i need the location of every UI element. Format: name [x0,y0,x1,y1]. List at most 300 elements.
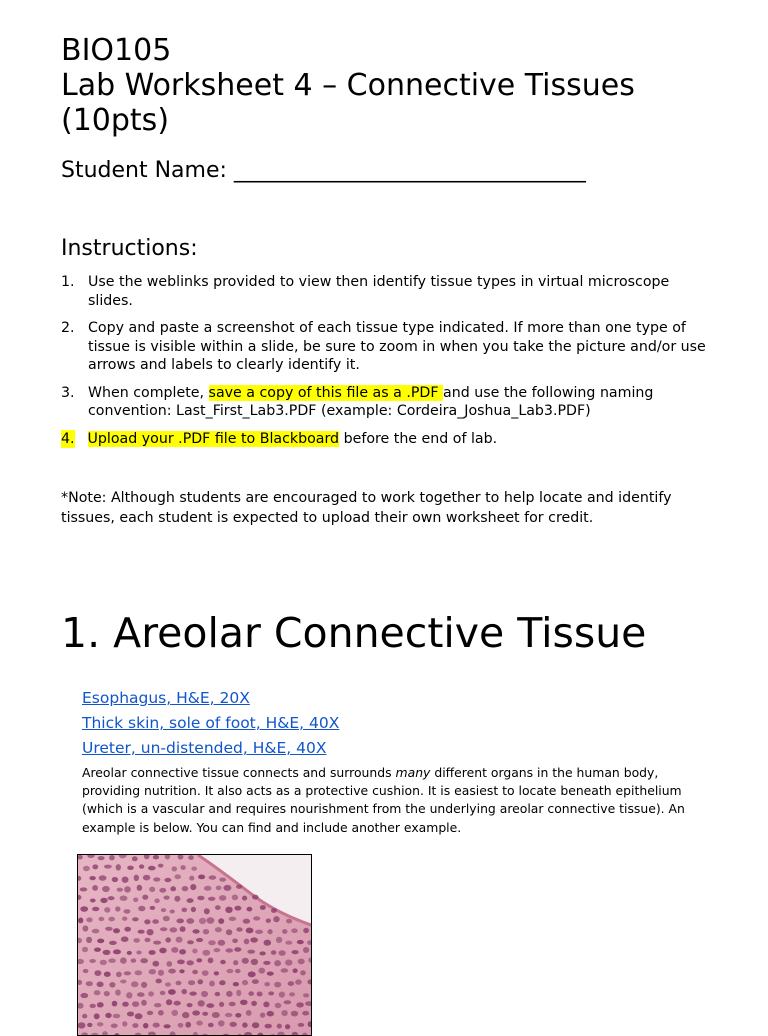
nucleus [242,896,247,901]
nucleus [273,916,279,922]
nucleus [86,917,92,922]
instructions-heading: Instructions: [61,234,198,264]
nucleus [141,1000,147,1006]
nucleus [159,948,166,954]
nucleus [259,968,266,974]
desc-text-part: Areolar connective tissue connects and surrounds [82,765,396,780]
nucleus [288,981,295,986]
instructions-list [61,273,711,457]
nucleus [153,1023,160,1028]
nucleus [137,992,145,997]
nucleus [257,992,263,997]
nucleus [235,969,241,973]
nucleus [163,916,170,922]
nucleus [92,907,99,911]
nucleus [180,926,186,932]
nucleus [143,875,150,881]
instruction-number: 1. [61,273,88,310]
nucleus [260,1013,265,1018]
nucleus [124,971,131,975]
nucleus [220,960,226,964]
nucleus [247,907,253,912]
nucleus [219,895,226,901]
nucleus [164,896,170,900]
nucleus [295,979,302,984]
nucleus [198,979,204,984]
nucleus [122,1002,129,1007]
nucleus [208,897,216,901]
link-esophagus[interactable]: Esophagus, H&E, 20X [82,686,682,711]
nucleus [276,937,283,943]
nucleus [120,980,126,984]
highlighted-text: Upload your .PDF file to Blackboard [88,431,340,447]
nucleus [94,1013,100,1019]
nucleus [158,1010,164,1016]
nucleus [264,982,270,986]
link-ureter[interactable]: Ureter, un-distended, H&E, 40X [82,736,682,761]
nucleus [303,993,309,997]
nucleus [102,886,110,892]
nucleus [124,909,131,914]
nucleus [156,979,162,984]
nucleus [149,950,156,955]
nucleus [286,919,292,924]
nucleus [166,999,172,1005]
nucleus [164,1024,171,1028]
nucleus [219,878,226,882]
nucleus [136,951,141,955]
nucleus [268,929,273,934]
nucleus [153,877,160,881]
nucleus [236,927,242,931]
nucleus [182,908,188,913]
nucleus [253,916,260,920]
nucleus [174,896,180,902]
nucleus [209,981,215,987]
nucleus [303,947,309,953]
nucleus [97,1022,104,1026]
nucleus [138,930,145,934]
nucleus [112,1001,118,1007]
nucleus [154,898,159,903]
nucleus [215,992,221,996]
nucleus [225,1013,233,1017]
nucleus [198,875,205,880]
nucleus [215,905,221,910]
nucleus [264,940,272,946]
nucleus [164,878,171,882]
nucleus [94,970,101,976]
nucleus [192,949,197,954]
nucleus [259,951,265,955]
nucleus [181,989,187,994]
nucleus [232,939,238,944]
nucleus [218,1020,225,1026]
nucleus [80,887,88,891]
nucleus [252,895,259,900]
nucleus [158,864,163,868]
nucleus [199,918,206,924]
nucleus [260,905,266,910]
nucleus [223,885,231,891]
nucleus [185,1022,191,1028]
nucleus [152,961,159,967]
nucleus [141,982,147,988]
nucleus [219,1002,224,1007]
nucleus [247,950,255,954]
nucleus [279,992,285,998]
nucleus [89,876,95,880]
nucleus [89,959,96,963]
nucleus [147,1011,153,1015]
nucleus [124,886,131,892]
nucleus [219,980,225,985]
nucleus [232,895,238,901]
nucleus [182,1012,189,1018]
nucleus [234,947,241,952]
nucleus [120,957,127,963]
nucleus [172,866,178,871]
nucleus [196,1021,203,1026]
instruction-text-part: and use the following naming convention: Last_First_Lab3.PDF (example: Cordeira_Joshua_Lab3.PDF) [88,385,653,420]
nucleus [132,1001,139,1007]
nucleus [103,950,111,955]
nucleus [82,947,88,953]
nucleus [165,937,171,942]
nucleus [153,941,161,945]
nucleus [170,886,176,891]
nucleus [187,940,194,944]
nucleus [208,958,214,964]
nucleus [109,941,117,945]
nucleus [131,958,137,962]
nucleus [158,970,164,976]
nucleus [149,969,156,974]
nucleus [242,958,249,964]
nucleus [160,927,167,931]
nucleus [109,855,115,860]
nucleus [179,969,184,973]
nucleus [122,877,129,883]
nucleus [180,865,185,870]
nucleus [113,949,121,954]
nucleus [176,981,182,986]
nucleus [189,992,196,996]
nucleus [188,855,194,860]
nucleus [78,918,83,924]
nucleus [86,981,93,986]
nucleus [82,1014,87,1019]
instruction-number: 2. [61,319,88,375]
nucleus [179,949,186,954]
instruction-item [61,273,711,310]
nucleus [117,888,123,892]
nucleus [298,959,305,965]
nucleus [159,888,166,893]
nucleus [201,991,208,997]
nucleus [135,970,143,975]
nucleus [188,980,195,985]
nucleus [187,898,194,903]
nucleus [182,886,189,891]
nucleus [255,930,263,934]
nucleus [174,874,181,879]
nucleus [94,990,101,995]
areolar-description [82,764,692,837]
nucleus [186,918,194,924]
nucleus [87,1023,92,1027]
nucleus [251,1001,257,1006]
nucleus [92,885,98,891]
nucleus [97,939,104,944]
course-code: BIO105 [61,33,741,68]
nucleus [116,864,121,870]
nucleus [177,960,185,965]
nucleus [234,906,241,911]
nucleus [218,918,224,924]
nucleus [202,950,210,956]
nucleus [196,958,202,962]
nucleus [244,939,250,945]
nucleus [233,982,239,986]
nucleus [236,885,242,889]
nucleus [265,1024,272,1029]
nucleus [293,968,298,973]
nucleus [127,1012,134,1017]
nucleus [274,960,281,966]
nucleus [263,1002,269,1008]
nucleus [263,961,270,965]
nucleus [160,991,166,995]
nucleus [100,960,107,965]
highlighted-text: save a copy of this file as a .PDF [209,385,443,401]
nucleus [144,938,150,942]
nucleus [121,936,129,942]
nucleus [233,960,238,965]
instruction-text [88,430,711,449]
nucleus [274,982,281,988]
nucleus [174,1001,181,1006]
nucleus [104,972,111,977]
desc-text-part: different organs in the human body, providing nutrition. It also acts as a protective cushion. It is easiest to locate beneath epithelium (which is a vascular and requires nourishment from the underlying areolar connective tissue). An example is below. You can find and include another example. [82,765,685,835]
nucleus [282,929,287,934]
nucleus [90,1004,96,1008]
nucleus [285,1024,290,1029]
slide-links [82,686,682,761]
nucleus [297,940,304,944]
nucleus [108,958,116,963]
nucleus [120,896,128,901]
instruction-text-part: When complete, [88,385,209,401]
nucleus [275,1003,282,1008]
link-thick-skin[interactable]: Thick skin, sole of foot, H&E, 40X [82,711,682,736]
nucleus [150,906,156,910]
nucleus [135,1013,143,1019]
worksheet-points: (10pts) [61,103,741,138]
nucleus [214,948,221,952]
nucleus [190,884,196,890]
nucleus [204,886,212,891]
instruction-number: 4. [61,430,75,449]
nucleus [229,1002,236,1007]
nucleus [112,877,118,882]
nucleus [281,968,289,972]
nucleus [111,1024,118,1029]
nucleus [242,1022,248,1027]
nucleus [176,937,183,943]
nucleus [78,1022,86,1028]
nucleus [170,927,178,932]
nucleus [248,971,256,977]
nucleus [138,906,145,912]
instruction-item [61,384,711,421]
nucleus [215,927,222,932]
nucleus [86,937,92,943]
nucleus [147,929,154,935]
nucleus [104,991,110,996]
section-heading-areolar: 1. Areolar Connective Tissue [61,608,761,658]
nucleus [131,981,139,987]
nucleus [252,1022,259,1028]
nucleus [149,887,155,892]
nucleus [187,1003,193,1007]
nucleus [291,928,298,933]
nucleus [303,928,309,933]
nucleus [142,895,148,900]
student-name-field[interactable]: Student Name: ________________________________ [61,156,586,186]
nucleus [193,929,200,933]
nucleus [116,972,122,978]
nucleus [83,866,90,871]
nucleus [122,917,127,921]
nucleus [94,948,101,952]
nucleus [248,991,254,996]
nucleus [202,1012,208,1016]
nucleus [214,971,219,975]
nucleus [108,896,115,900]
nucleus [212,1012,220,1018]
nucleus [192,1010,200,1015]
nucleus [154,1003,161,1007]
nucleus [168,969,176,974]
nucleus [115,906,120,911]
nucleus [284,1000,292,1004]
nucleus [139,864,144,868]
nucleus [109,982,115,988]
nucleus [226,991,233,997]
nucleus [229,917,236,921]
instruction-item [61,319,711,375]
desc-emphasis: many [396,765,431,780]
nucleus [208,1023,214,1028]
nucleus [230,1022,237,1027]
nucleus [115,990,121,996]
nucleus [235,1013,241,1018]
nucleus [196,938,203,942]
nucleus [127,866,134,870]
nucleus [113,1014,121,1019]
nucleus [202,970,209,976]
nucleus [124,927,131,932]
nucleus [189,876,194,881]
nucleus [92,864,98,869]
nucleus [198,1000,205,1006]
nucleus [296,1002,304,1007]
nucleus [166,961,172,967]
nucleus [92,929,100,934]
nucleus [204,908,210,914]
nucleus [240,1000,248,1005]
nucleus [250,937,258,942]
nucleus [206,1003,214,1008]
nucleus [83,925,89,931]
instruction-text-part: Copy and paste a screenshot of each tissue type indicated. If more than one type of tissue is visible within a slide, be sure to zoom in when you take the picture and/or use arrows and labels to clearly identify it. [88,320,706,373]
nucleus [83,969,89,973]
nucleus [266,919,271,923]
instruction-item [61,430,711,449]
nucleus [191,867,197,871]
nucleus [191,907,196,912]
nucleus [251,959,258,965]
nucleus [99,875,107,881]
nucleus [137,885,143,891]
instruction-text-part: before the end of lab. [339,431,497,447]
instruction-text [88,273,711,310]
nucleus [291,1011,298,1017]
nucleus [153,855,159,859]
nucleus [271,908,277,913]
nucleus [246,928,254,934]
nucleus [218,940,226,946]
nucleus [126,992,132,998]
nucleus [252,979,259,984]
nucleus [105,1013,111,1018]
instruction-text-part: Use the weblinks provided to view then identify tissue types in virtual microscope slides. [88,274,669,309]
micrograph-image [78,855,311,1035]
instruction-number: 3. [61,384,88,421]
nucleus [268,991,274,995]
nucleus [203,929,209,934]
nucleus [113,928,120,933]
nucleus [197,896,204,901]
nucleus [187,960,194,965]
nucleus [292,950,299,954]
nucleus [100,898,107,903]
nucleus [140,958,148,963]
instruction-text [88,319,711,375]
nucleus [104,865,112,869]
nucleus [132,917,139,921]
nucleus [148,866,156,871]
nucleus [90,899,96,903]
nucleus [99,917,105,921]
instruction-text [88,384,711,421]
nucleus [133,898,138,903]
nucleus [243,919,250,924]
nucleus [206,917,214,923]
nucleus [168,989,176,995]
nucleus [225,907,232,913]
nucleus [242,980,248,985]
nucleus [97,1002,104,1007]
title-block [61,33,741,138]
worksheet-title: Lab Worksheet 4 – Connective Tissues [61,68,741,103]
nucleus [267,1011,274,1017]
nucleus [80,993,88,998]
nucleus [148,991,154,996]
nucleus [281,1010,287,1016]
nucleus [302,1011,309,1016]
